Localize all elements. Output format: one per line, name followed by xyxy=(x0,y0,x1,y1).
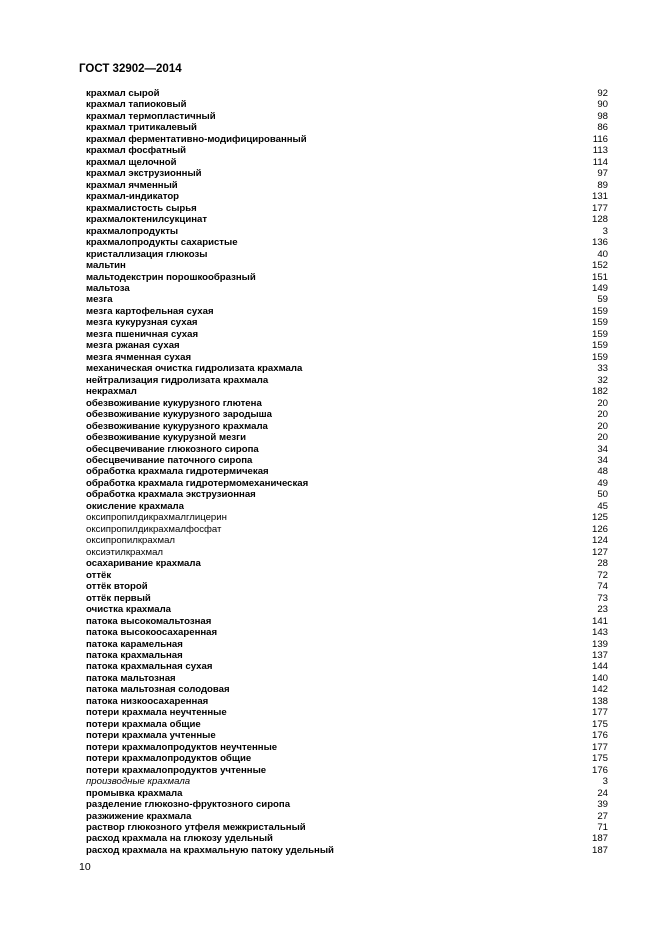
index-entry xyxy=(86,593,608,604)
index-page-ref: 114 xyxy=(592,156,608,168)
index-entry xyxy=(86,730,608,741)
index-term: расход крахмала на крахмальную патоку удельный xyxy=(86,844,334,856)
index-term: обезвоживание кукурузной мезги xyxy=(86,432,247,444)
index-entry xyxy=(86,226,608,237)
index-page-ref: 92 xyxy=(597,88,608,99)
index-page-ref: 152 xyxy=(591,260,608,272)
index-entry xyxy=(86,535,608,546)
index-term: промывка крахмала xyxy=(86,787,183,799)
index-page-ref: 139 xyxy=(591,638,608,650)
index-term: оксиэтилкрахмал xyxy=(86,546,164,558)
index-page-ref: 71 xyxy=(597,822,608,833)
index-term: потери крахмала неучтенные xyxy=(86,707,227,719)
index-page-ref: 45 xyxy=(597,500,608,512)
index-page-ref: 175 xyxy=(591,718,608,730)
index-term: крахмал термопластичный xyxy=(86,110,216,122)
index-page-ref: 187 xyxy=(591,844,608,856)
index-entry xyxy=(86,306,608,317)
index-page-ref: 3 xyxy=(602,225,608,237)
index-page-ref: 34 xyxy=(597,455,608,466)
index-page-ref: 98 xyxy=(597,110,608,122)
index-page-ref: 182 xyxy=(591,386,608,398)
index-page-ref: 125 xyxy=(591,512,608,524)
index-page-ref: 116 xyxy=(592,133,608,145)
index-page-ref: 175 xyxy=(591,753,608,765)
index-term: мезга xyxy=(86,294,113,306)
index-entry xyxy=(86,788,608,799)
index-term: крахмалоктенилсукцинат xyxy=(86,214,208,226)
index-page-ref: 142 xyxy=(591,684,608,696)
index-term: патока низкоосахаренная xyxy=(86,695,209,707)
index-term: обработка крахмала гидротермичекая xyxy=(86,466,269,478)
index-entry xyxy=(86,249,608,260)
index-term: обесцвечивание глюкозного сиропа xyxy=(86,443,259,455)
index-entry xyxy=(86,398,608,409)
index-entry xyxy=(86,489,608,500)
index-entry xyxy=(86,134,608,145)
index-entry xyxy=(86,191,608,202)
index-term: патока крахмальная xyxy=(86,649,183,661)
index-page-ref: 140 xyxy=(591,672,608,684)
index-term: обесцвечивание паточного сиропа xyxy=(86,455,253,466)
index-page-ref: 90 xyxy=(597,99,608,111)
index-entry xyxy=(86,203,608,214)
index-entry xyxy=(86,157,608,168)
index-page-ref: 34 xyxy=(597,443,608,455)
index-term: оттёк xyxy=(86,569,112,581)
index-term: разделение глюкозно-фруктозного сиропа xyxy=(86,799,291,811)
index-term: мезга ржаная сухая xyxy=(86,340,180,352)
index-page-ref: 177 xyxy=(591,202,608,214)
index-term: потери крахмалопродуктов учтенные xyxy=(86,764,267,776)
index-term: крахмал сырой xyxy=(86,88,160,99)
index-entry xyxy=(86,352,608,363)
index-entry xyxy=(86,168,608,179)
index-entry xyxy=(86,363,608,374)
index-page-ref: 24 xyxy=(597,787,608,799)
index-entry xyxy=(86,811,608,822)
index-term: потери крахмалопродуктов неучтенные xyxy=(86,741,278,753)
index-term: мальтодекстрин порошкообразный xyxy=(86,271,256,283)
index-term: окисление крахмала xyxy=(86,500,184,512)
index-term: патока высокоосахаренная xyxy=(86,627,218,639)
index-term: мезга кукурузная сухая xyxy=(86,317,198,329)
index-entry xyxy=(86,719,608,730)
index-term: крахмал щелочной xyxy=(86,156,177,168)
index-page-ref: 3 xyxy=(602,776,608,788)
index-entry xyxy=(86,570,608,581)
index-page-ref: 50 xyxy=(597,489,608,501)
alphabetical-index xyxy=(86,88,608,856)
index-page-ref: 40 xyxy=(597,248,608,260)
index-term: крахмалопродукты сахаристые xyxy=(86,237,238,249)
index-term: оттёк первый xyxy=(86,592,151,604)
index-term: производные крахмала xyxy=(86,776,191,788)
index-term: потери крахмалопродуктов общие xyxy=(86,753,252,765)
index-entry xyxy=(86,524,608,535)
index-page-ref: 72 xyxy=(597,569,608,581)
index-page-ref: 128 xyxy=(591,214,608,226)
index-term: мезга картофельная сухая xyxy=(86,305,214,317)
index-term: потери крахмала общие xyxy=(86,718,201,730)
index-term: крахмал ферментативно-модифицированный xyxy=(86,133,307,145)
index-term: оксипропилкрахмал xyxy=(86,535,176,547)
page-number: 10 xyxy=(79,861,91,873)
index-term: мальтин xyxy=(86,260,126,272)
index-entry xyxy=(86,260,608,271)
index-term: оксипропилдикрахмалфосфат xyxy=(86,523,222,535)
index-page-ref: 149 xyxy=(591,282,608,294)
index-page-ref: 20 xyxy=(597,420,608,432)
index-entry xyxy=(86,822,608,833)
index-entry xyxy=(86,684,608,695)
index-page-ref: 159 xyxy=(591,351,608,363)
index-entry xyxy=(86,444,608,455)
index-entry xyxy=(86,661,608,672)
index-page-ref: 187 xyxy=(591,833,608,845)
index-entry xyxy=(86,501,608,512)
index-entry xyxy=(86,627,608,638)
index-term: мезга ячменная сухая xyxy=(86,351,192,363)
index-page-ref: 124 xyxy=(591,535,608,547)
index-entry xyxy=(86,765,608,776)
index-entry xyxy=(86,753,608,764)
index-page-ref: 143 xyxy=(591,627,608,639)
index-page-ref: 32 xyxy=(597,374,608,386)
index-entry xyxy=(86,317,608,328)
index-entry xyxy=(86,512,608,523)
document-header: ГОСТ 32902—2014 xyxy=(79,63,182,75)
index-entry xyxy=(86,742,608,753)
index-page-ref: 144 xyxy=(591,661,608,673)
index-term: мальтоза xyxy=(86,282,130,294)
index-entry xyxy=(86,145,608,156)
index-term: крахмал экструзионный xyxy=(86,168,202,180)
index-entry xyxy=(86,421,608,432)
index-page-ref: 177 xyxy=(591,707,608,719)
index-term: патока мальтозная солодовая xyxy=(86,684,230,696)
index-page-ref: 137 xyxy=(591,649,608,661)
index-entry xyxy=(86,272,608,283)
index-term: патока мальтозная xyxy=(86,672,176,684)
index-term: крахмалистость сырья xyxy=(86,202,197,214)
index-page-ref: 126 xyxy=(591,523,608,535)
index-entry xyxy=(86,99,608,110)
index-term: оксипропилдикрахмалглицерин xyxy=(86,512,227,524)
index-page-ref: 20 xyxy=(597,409,608,421)
index-page-ref: 89 xyxy=(597,179,608,191)
index-term: расход крахмала на глюкозу удельный xyxy=(86,833,273,845)
index-page-ref: 136 xyxy=(591,237,608,249)
index-page-ref: 138 xyxy=(591,695,608,707)
index-term: разжижение крахмала xyxy=(86,810,192,822)
index-term: осахаривание крахмала xyxy=(86,558,201,570)
index-entry xyxy=(86,799,608,810)
index-entry xyxy=(86,845,608,856)
index-page-ref: 28 xyxy=(597,558,608,570)
index-entry xyxy=(86,673,608,684)
index-term: крахмал фосфатный xyxy=(86,145,187,157)
index-page-ref: 86 xyxy=(597,122,608,134)
index-entry xyxy=(86,294,608,305)
index-page-ref: 176 xyxy=(591,730,608,742)
index-page-ref: 23 xyxy=(597,604,608,616)
index-entry xyxy=(86,111,608,122)
index-entry xyxy=(86,616,608,627)
index-entry xyxy=(86,214,608,225)
index-entry xyxy=(86,237,608,248)
index-term: некрахмал xyxy=(86,386,137,398)
index-page-ref: 159 xyxy=(591,340,608,352)
index-entry xyxy=(86,340,608,351)
index-term: патока карамельная xyxy=(86,638,183,650)
index-page-ref: 141 xyxy=(591,615,608,627)
index-entry xyxy=(86,409,608,420)
index-page-ref: 159 xyxy=(591,317,608,329)
index-entry xyxy=(86,466,608,477)
index-entry xyxy=(86,375,608,386)
index-page-ref: 127 xyxy=(591,546,608,558)
index-entry xyxy=(86,650,608,661)
index-entry xyxy=(86,604,608,615)
index-entry xyxy=(86,707,608,718)
index-entry xyxy=(86,122,608,133)
index-page-ref: 73 xyxy=(597,592,608,604)
index-entry xyxy=(86,558,608,569)
index-term: раствор глюкозного утфеля межкристальный xyxy=(86,822,306,833)
index-term: нейтрализация гидролизата крахмала xyxy=(86,374,269,386)
index-page-ref: 39 xyxy=(597,799,608,811)
index-term: обезвоживание кукурузного глютена xyxy=(86,397,262,409)
index-term: обезвоживание кукурузного зародыша xyxy=(86,409,272,421)
index-entry xyxy=(86,329,608,340)
index-term: мезга пшеничная сухая xyxy=(86,328,199,340)
index-entry xyxy=(86,639,608,650)
index-term: крахмалопродукты xyxy=(86,225,179,237)
index-page-ref: 177 xyxy=(591,741,608,753)
index-entry xyxy=(86,386,608,397)
index-page-ref: 176 xyxy=(591,764,608,776)
index-page-ref: 113 xyxy=(592,145,608,157)
index-term: механическая очистка гидролизата крахмала xyxy=(86,363,303,375)
index-entry xyxy=(86,478,608,489)
index-entry xyxy=(86,581,608,592)
index-entry xyxy=(86,180,608,191)
index-page-ref: 159 xyxy=(591,305,608,317)
index-term: оттёк второй xyxy=(86,581,148,593)
index-page-ref: 97 xyxy=(597,168,608,180)
index-term: кристаллизация глюкозы xyxy=(86,248,208,260)
index-entry xyxy=(86,776,608,787)
index-term: крахмал тапиоковый xyxy=(86,99,187,111)
index-entry xyxy=(86,283,608,294)
index-term: крахмал-индикатор xyxy=(86,191,180,203)
index-page-ref: 20 xyxy=(597,397,608,409)
index-term: патока крахмальная сухая xyxy=(86,661,213,673)
index-term: обезвоживание кукурузного крахмала xyxy=(86,420,268,432)
index-term: патока высокомальтозная xyxy=(86,615,212,627)
index-page-ref: 20 xyxy=(597,432,608,444)
index-entry xyxy=(86,547,608,558)
index-page-ref: 131 xyxy=(591,191,608,203)
index-page-ref: 151 xyxy=(591,271,608,283)
index-entry xyxy=(86,455,608,466)
index-term: крахмал ячменный xyxy=(86,179,178,191)
index-entry xyxy=(86,88,608,99)
index-page-ref: 49 xyxy=(597,477,608,489)
index-entry xyxy=(86,833,608,844)
index-term: обработка крахмала гидротермомеханическая xyxy=(86,477,309,489)
index-entry xyxy=(86,432,608,443)
index-entry xyxy=(86,696,608,707)
index-page-ref: 48 xyxy=(597,466,608,478)
index-term: крахмал тритикалевый xyxy=(86,122,197,134)
index-term: очистка крахмала xyxy=(86,604,171,616)
index-page-ref: 27 xyxy=(597,810,608,822)
index-page-ref: 33 xyxy=(597,363,608,375)
index-term: обработка крахмала экструзионная xyxy=(86,489,256,501)
index-page-ref: 74 xyxy=(597,581,608,593)
index-term: потери крахмала учтенные xyxy=(86,730,216,742)
index-page-ref: 159 xyxy=(591,328,608,340)
index-page-ref: 59 xyxy=(597,294,608,306)
